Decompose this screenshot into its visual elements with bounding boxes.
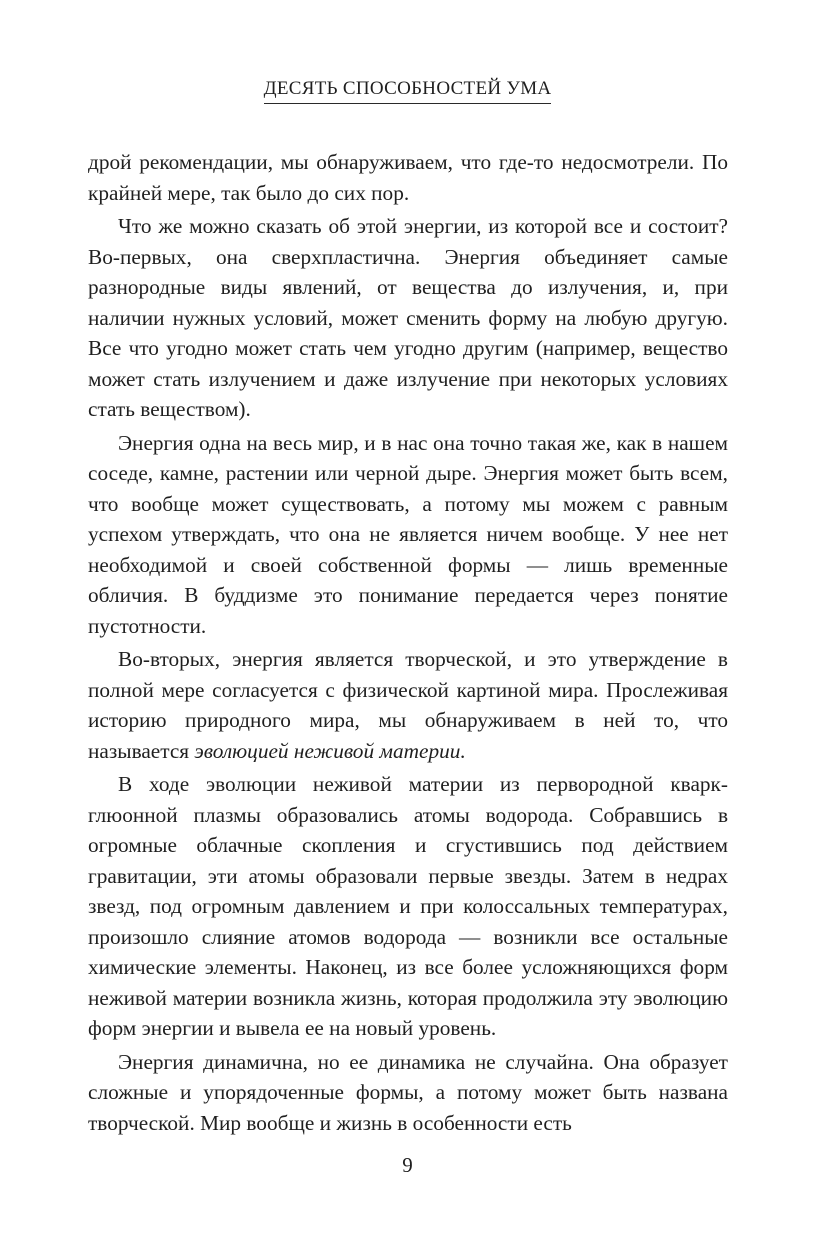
paragraph-energy-plasticity: Что же можно сказать об этой энергии, из которой все и состоит? Во-первых, она сверхпластична. Энергия объединяет самые разнородные виды явлений, от вещества до излучения, и, при наличии нужных условий, может сменить форму на любую другую. Все что угодно может стать чем угодно другим (например, вещество может стать излучением и даже излучение при некоторых условиях стать веществом). — [88, 214, 728, 421]
italic-term-evolution: эволюцией неживой материи. — [194, 738, 466, 763]
paragraph-energy-oneness: Энергия одна на весь мир, и в нас она точно такая же, как в нашем соседе, камне, растении или черной дыре. Энергия может быть всем, что вообще может существовать, а потому мы можем с равным успехом утверждать, что она не является ничем вообще. У нее нет необходимой и своей собственной формы — лишь временные обличия. В буддизме это понимание передается через понятие пустотности. — [88, 430, 728, 638]
paragraph-dynamics: Энергия динамична, но ее динамика не случайна. Она образует сложные и упорядоченные формы, а потому может быть названа творческой. Мир вообще и жизнь в особенности есть — [88, 1049, 728, 1135]
running-title: ДЕСЯТЬ СПОСОБНОСТЕЙ УМА — [264, 78, 552, 104]
paragraph-energy-creative — [88, 644, 728, 766]
body-text — [88, 147, 728, 1141]
page-number: 9 — [402, 1153, 413, 1177]
paragraph-continuation: дрой рекомендации, мы обнаруживаем, что где-то недосмотрели. По крайней мере, так было до сих пор. — [88, 150, 728, 205]
paragraph-evolution: В ходе эволюции неживой материи из первородной кварк-глюонной плазмы образовались атомы водорода. Собравшись в огромные облачные скопления и сгустившись под действием гравитации, эти атомы образовали первые звезды. Затем в недрах звезд, под огромным давлением и при колоссальных температурах, произошло слияние атомов водорода — возникли все остальные химические элементы. Наконец, из все более усложняющихся форм неживой материи возникла жизнь, которая продолжила эту эволюцию форм энергии и вывела ее на новый уровень. — [88, 772, 728, 1040]
paragraph-creative-text: Во-вторых, энергия является творческой, и это утверждение в полной мере согласуется с физической картиной мира. Прослеживая историю природного мира, мы обнаруживаем в ней то, что называется — [88, 647, 728, 763]
running-header — [0, 78, 815, 104]
